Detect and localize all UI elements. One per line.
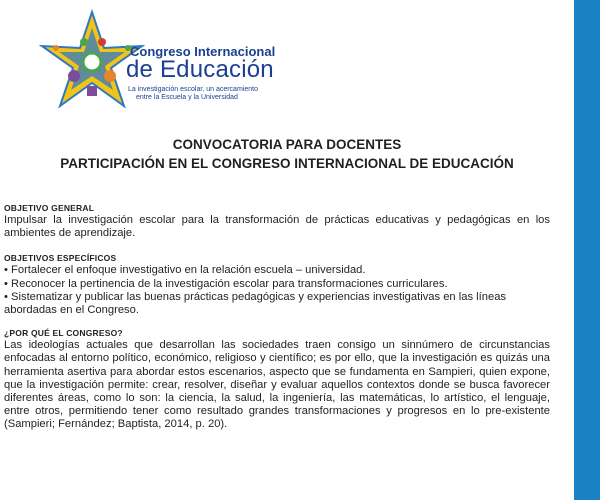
logo-tagline-line2: entre la Escuela y la Universidad — [136, 94, 238, 101]
objetivo-general-text: Impulsar la investigación escolar para la transformación de prácticas educativas y pedagógicas en los ambientes de aprendizaje. — [4, 214, 550, 240]
congress-logo — [32, 6, 292, 126]
call-title-line2: PARTICIPACIÓN EN EL CONGRESO INTERNACIONAL DE EDUCACIÓN — [60, 156, 514, 171]
logo-title-line1: Congreso Internacional — [130, 44, 276, 59]
logo-title-line2: de Educación — [126, 56, 274, 83]
section-title-objetivo-general: OBJETIVO GENERAL — [4, 203, 95, 213]
objetivos-especificos-list — [4, 264, 550, 317]
section-title-por-que: ¿POR QUÉ EL CONGRESO? — [4, 328, 123, 339]
call-title-line1: CONVOCATORIA PARA DOCENTES — [172, 137, 402, 152]
section-title-objetivos-especificos: OBJETIVOS ESPECÍFICOS — [4, 253, 117, 264]
list-item: • Reconocer la pertinencia de la investigación escolar para transformaciones curriculares. — [4, 277, 448, 290]
por-que-text: Las ideologías actuales que desarrollan las sociedades traen consigo un sinnúmero de circunstancias enfocadas al entorno político, económico, religioso y científico; es por ello, que la investigación es quizás una herramienta asertiva para abordar estos escenarios, aspecto que se fundamenta en Sampieri, quien expone, que la investigación permite: crear, resolver, diseñar y evaluar aquellos contextos donde se busca favorecer diferentes áreas, como lo son: la ciencia, la salud, la ingeniería, las matemáticas, lo artístico, el lenguaje, entre otros, permitiendo tener como resultado grandes transformaciones y progresos en lo pre-existente (Sampieri; Fernández; Baptista, 2014, p. 20). — [4, 339, 550, 431]
list-item: • Sistematizar y publicar las buenas prácticas pedagógicas y experiencias investigativas en las líneas abordadas en el Congreso. — [4, 290, 507, 317]
document-body — [4, 202, 550, 432]
list-item: • Fortalecer el enfoque investigativo en la relación escuela – universidad. — [4, 264, 366, 277]
logo-tagline-line1: La investigación escolar, un acercamiento — [128, 86, 258, 93]
side-accent-bar — [574, 0, 600, 500]
